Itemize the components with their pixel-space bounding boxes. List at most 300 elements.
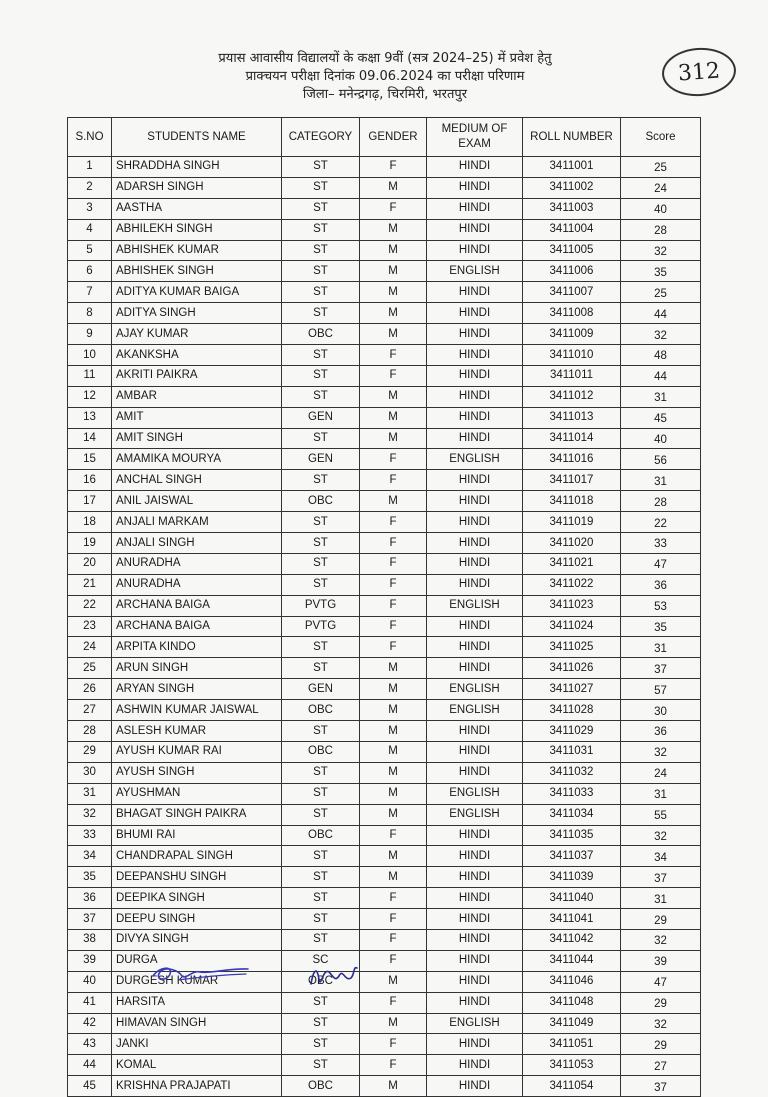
cell-medium: HINDI — [427, 971, 523, 992]
cell-sno: 31 — [68, 783, 112, 804]
table-row — [68, 470, 701, 491]
cell-roll-number: 3411041 — [523, 909, 621, 930]
cell-sno: 33 — [68, 825, 112, 846]
cell-sno: 30 — [68, 762, 112, 783]
cell-roll-number: 3411042 — [523, 929, 621, 950]
cell-score: 47 — [621, 971, 701, 992]
cell-sno: 5 — [68, 240, 112, 261]
cell-gender: M — [360, 762, 427, 783]
table-row — [68, 365, 701, 386]
cell-sno: 9 — [68, 324, 112, 345]
cell-roll-number: 3411039 — [523, 867, 621, 888]
cell-medium: HINDI — [427, 1076, 523, 1097]
cell-student-name: AKANKSHA — [112, 345, 282, 366]
table-row — [68, 637, 701, 658]
cell-medium: HINDI — [427, 637, 523, 658]
cell-medium: HINDI — [427, 574, 523, 595]
cell-sno: 26 — [68, 679, 112, 700]
cell-gender: F — [360, 616, 427, 637]
cell-medium: HINDI — [427, 177, 523, 198]
cell-student-name: ANJALI MARKAM — [112, 512, 282, 533]
cell-medium: ENGLISH — [427, 449, 523, 470]
cell-score: 32 — [621, 741, 701, 762]
cell-student-name: ANURADHA — [112, 574, 282, 595]
cell-gender: F — [360, 198, 427, 219]
cell-student-name: ARPITA KINDO — [112, 637, 282, 658]
cell-category: ST — [282, 386, 360, 407]
cell-gender: M — [360, 867, 427, 888]
table-row — [68, 574, 701, 595]
cell-medium: HINDI — [427, 512, 523, 533]
cell-sno: 11 — [68, 365, 112, 386]
cell-student-name: BHAGAT SINGH PAIKRA — [112, 804, 282, 825]
cell-sno: 22 — [68, 595, 112, 616]
cell-gender: F — [360, 825, 427, 846]
cell-score: 32 — [621, 324, 701, 345]
cell-category: ST — [282, 804, 360, 825]
cell-student-name: ARUN SINGH — [112, 658, 282, 679]
cell-gender: F — [360, 512, 427, 533]
cell-category: SC — [282, 950, 360, 971]
cell-gender: M — [360, 219, 427, 240]
cell-category: OBC — [282, 825, 360, 846]
col-header-category: CATEGORY — [282, 118, 360, 157]
cell-roll-number: 3411002 — [523, 177, 621, 198]
table-row — [68, 282, 701, 303]
cell-gender: F — [360, 449, 427, 470]
cell-score: 56 — [621, 449, 701, 470]
cell-roll-number: 3411011 — [523, 365, 621, 386]
signature-left — [148, 958, 258, 988]
cell-medium: ENGLISH — [427, 783, 523, 804]
table-row — [68, 345, 701, 366]
cell-score: 25 — [621, 282, 701, 303]
cell-student-name: BHUMI RAI — [112, 825, 282, 846]
cell-category: ST — [282, 282, 360, 303]
table-row — [68, 1034, 701, 1055]
cell-roll-number: 3411046 — [523, 971, 621, 992]
cell-medium: HINDI — [427, 929, 523, 950]
cell-gender: F — [360, 345, 427, 366]
col-header-gender: GENDER — [360, 118, 427, 157]
cell-student-name: AYUSHMAN — [112, 783, 282, 804]
cell-roll-number: 3411017 — [523, 470, 621, 491]
cell-gender: M — [360, 491, 427, 512]
cell-category: ST — [282, 762, 360, 783]
page-number-text: 312 — [677, 58, 721, 86]
cell-roll-number: 3411027 — [523, 679, 621, 700]
cell-sno: 29 — [68, 741, 112, 762]
cell-category: ST — [282, 198, 360, 219]
cell-roll-number: 3411001 — [523, 157, 621, 178]
cell-score: 32 — [621, 929, 701, 950]
cell-sno: 16 — [68, 470, 112, 491]
cell-roll-number: 3411004 — [523, 219, 621, 240]
col-header-score: Score — [621, 118, 701, 157]
table-body — [68, 157, 701, 1097]
cell-sno: 7 — [68, 282, 112, 303]
cell-medium: HINDI — [427, 282, 523, 303]
cell-roll-number: 3411029 — [523, 721, 621, 742]
cell-score: 27 — [621, 1055, 701, 1076]
cell-sno: 24 — [68, 637, 112, 658]
cell-category: ST — [282, 846, 360, 867]
cell-student-name: KRISHNA PRAJAPATI — [112, 1076, 282, 1097]
cell-gender: F — [360, 595, 427, 616]
cell-student-name: CHANDRAPAL SINGH — [112, 846, 282, 867]
cell-medium: HINDI — [427, 345, 523, 366]
table-row — [68, 386, 701, 407]
cell-medium: HINDI — [427, 428, 523, 449]
table-row — [68, 846, 701, 867]
table-row — [68, 1013, 701, 1034]
cell-roll-number: 3411049 — [523, 1013, 621, 1034]
cell-medium: HINDI — [427, 157, 523, 178]
cell-gender: F — [360, 533, 427, 554]
cell-gender: M — [360, 741, 427, 762]
cell-medium: HINDI — [427, 846, 523, 867]
cell-category: OBC — [282, 491, 360, 512]
cell-gender: M — [360, 700, 427, 721]
table-row — [68, 825, 701, 846]
cell-sno: 36 — [68, 888, 112, 909]
cell-gender: M — [360, 386, 427, 407]
cell-gender: M — [360, 1076, 427, 1097]
cell-student-name: ARCHANA BAIGA — [112, 595, 282, 616]
document-header — [150, 50, 620, 104]
cell-student-name: ARCHANA BAIGA — [112, 616, 282, 637]
cell-student-name: AKRITI PAIKRA — [112, 365, 282, 386]
cell-gender: M — [360, 1013, 427, 1034]
table-row — [68, 929, 701, 950]
cell-score: 31 — [621, 637, 701, 658]
cell-score: 40 — [621, 198, 701, 219]
cell-sno: 19 — [68, 533, 112, 554]
cell-score: 22 — [621, 512, 701, 533]
cell-student-name: HIMAVAN SINGH — [112, 1013, 282, 1034]
cell-medium: HINDI — [427, 219, 523, 240]
table-row — [68, 658, 701, 679]
cell-student-name: KOMAL — [112, 1055, 282, 1076]
cell-gender: M — [360, 407, 427, 428]
cell-gender: M — [360, 324, 427, 345]
cell-medium: HINDI — [427, 533, 523, 554]
cell-score: 39 — [621, 950, 701, 971]
cell-gender: F — [360, 637, 427, 658]
cell-medium: HINDI — [427, 324, 523, 345]
table-row — [68, 783, 701, 804]
cell-medium: HINDI — [427, 240, 523, 261]
cell-score: 28 — [621, 491, 701, 512]
cell-category: ST — [282, 992, 360, 1013]
table-row — [68, 303, 701, 324]
col-header-roll-number: ROLL NUMBER — [523, 118, 621, 157]
cell-score: 37 — [621, 867, 701, 888]
cell-sno: 23 — [68, 616, 112, 637]
table-row — [68, 762, 701, 783]
cell-roll-number: 3411003 — [523, 198, 621, 219]
cell-roll-number: 3411014 — [523, 428, 621, 449]
cell-roll-number: 3411006 — [523, 261, 621, 282]
table-row — [68, 553, 701, 574]
cell-category: ST — [282, 1013, 360, 1034]
cell-student-name: ABHISHEK SINGH — [112, 261, 282, 282]
cell-student-name: AASTHA — [112, 198, 282, 219]
cell-medium: ENGLISH — [427, 595, 523, 616]
cell-student-name: DEEPANSHU SINGH — [112, 867, 282, 888]
cell-sno: 43 — [68, 1034, 112, 1055]
cell-category: ST — [282, 1055, 360, 1076]
cell-medium: HINDI — [427, 888, 523, 909]
cell-category: OBC — [282, 971, 360, 992]
cell-medium: HINDI — [427, 762, 523, 783]
table-row — [68, 512, 701, 533]
cell-student-name: AMAMIKA MOURYA — [112, 449, 282, 470]
table-row — [68, 595, 701, 616]
cell-category: OBC — [282, 324, 360, 345]
cell-score: 40 — [621, 428, 701, 449]
cell-score: 48 — [621, 345, 701, 366]
cell-student-name: AJAY KUMAR — [112, 324, 282, 345]
cell-roll-number: 3411026 — [523, 658, 621, 679]
cell-roll-number: 3411025 — [523, 637, 621, 658]
cell-category: ST — [282, 219, 360, 240]
cell-sno: 18 — [68, 512, 112, 533]
cell-medium: HINDI — [427, 491, 523, 512]
cell-category: ST — [282, 240, 360, 261]
col-header-medium: MEDIUM OF EXAM — [427, 118, 523, 157]
header-title-line1: प्रयास आवासीय विद्यालयों के कक्षा 9वीं (सत्र 2024–25) में प्रवेश हेतु — [218, 51, 552, 66]
cell-category: OBC — [282, 1076, 360, 1097]
cell-category: ST — [282, 1034, 360, 1055]
cell-student-name: ARYAN SINGH — [112, 679, 282, 700]
cell-roll-number: 3411032 — [523, 762, 621, 783]
cell-gender: F — [360, 553, 427, 574]
cell-medium: HINDI — [427, 470, 523, 491]
cell-sno: 13 — [68, 407, 112, 428]
cell-medium: ENGLISH — [427, 700, 523, 721]
table-row — [68, 1055, 701, 1076]
cell-sno: 14 — [68, 428, 112, 449]
cell-score: 45 — [621, 407, 701, 428]
cell-medium: HINDI — [427, 741, 523, 762]
cell-roll-number: 3411048 — [523, 992, 621, 1013]
cell-roll-number: 3411044 — [523, 950, 621, 971]
cell-score: 53 — [621, 595, 701, 616]
cell-roll-number: 3411024 — [523, 616, 621, 637]
cell-sno: 6 — [68, 261, 112, 282]
cell-sno: 38 — [68, 929, 112, 950]
cell-score: 44 — [621, 365, 701, 386]
cell-roll-number: 3411021 — [523, 553, 621, 574]
cell-student-name: DEEPIKA SINGH — [112, 888, 282, 909]
cell-sno: 35 — [68, 867, 112, 888]
cell-sno: 45 — [68, 1076, 112, 1097]
cell-student-name: ANIL JAISWAL — [112, 491, 282, 512]
table-row — [68, 741, 701, 762]
cell-roll-number: 3411037 — [523, 846, 621, 867]
cell-student-name: AMBAR — [112, 386, 282, 407]
cell-medium: HINDI — [427, 553, 523, 574]
cell-roll-number: 3411031 — [523, 741, 621, 762]
cell-category: GEN — [282, 407, 360, 428]
table-row — [68, 909, 701, 930]
cell-student-name: JANKI — [112, 1034, 282, 1055]
cell-student-name: ABHILEKH SINGH — [112, 219, 282, 240]
cell-score: 35 — [621, 261, 701, 282]
cell-roll-number: 3411018 — [523, 491, 621, 512]
table-row — [68, 240, 701, 261]
cell-student-name: HARSITA — [112, 992, 282, 1013]
cell-student-name: DIVYA SINGH — [112, 929, 282, 950]
cell-score: 32 — [621, 240, 701, 261]
cell-gender: F — [360, 365, 427, 386]
cell-roll-number: 3411053 — [523, 1055, 621, 1076]
cell-student-name: ABHISHEK KUMAR — [112, 240, 282, 261]
cell-score: 35 — [621, 616, 701, 637]
cell-medium: HINDI — [427, 1034, 523, 1055]
table-row — [68, 157, 701, 178]
cell-medium: HINDI — [427, 992, 523, 1013]
cell-roll-number: 3411035 — [523, 825, 621, 846]
cell-medium: HINDI — [427, 1055, 523, 1076]
table-row — [68, 533, 701, 554]
cell-gender: M — [360, 428, 427, 449]
table-row — [68, 679, 701, 700]
cell-score: 36 — [621, 574, 701, 595]
cell-roll-number: 3411019 — [523, 512, 621, 533]
header-district-line: जिला– मनेन्द्रगढ़, चिरमिरी, भरतपुर — [302, 87, 468, 102]
cell-roll-number: 3411016 — [523, 449, 621, 470]
cell-category: ST — [282, 177, 360, 198]
cell-sno: 37 — [68, 909, 112, 930]
cell-roll-number: 3411051 — [523, 1034, 621, 1055]
cell-gender: M — [360, 658, 427, 679]
cell-category: ST — [282, 909, 360, 930]
cell-score: 36 — [621, 721, 701, 742]
cell-medium: HINDI — [427, 658, 523, 679]
cell-gender: F — [360, 888, 427, 909]
cell-gender: M — [360, 971, 427, 992]
cell-sno: 1 — [68, 157, 112, 178]
cell-gender: F — [360, 157, 427, 178]
cell-roll-number: 3411020 — [523, 533, 621, 554]
cell-category: OBC — [282, 741, 360, 762]
cell-roll-number: 3411054 — [523, 1076, 621, 1097]
col-header-student-name: STUDENTS NAME — [112, 118, 282, 157]
handwritten-page-number — [660, 45, 737, 98]
cell-gender: F — [360, 470, 427, 491]
cell-gender: M — [360, 240, 427, 261]
cell-sno: 8 — [68, 303, 112, 324]
table-header-row — [68, 118, 701, 157]
cell-student-name: ASLESH KUMAR — [112, 721, 282, 742]
cell-student-name: DURGESH KUMAR — [112, 971, 282, 992]
cell-gender: M — [360, 679, 427, 700]
cell-student-name: DURGA — [112, 950, 282, 971]
cell-sno: 32 — [68, 804, 112, 825]
cell-student-name: AMIT — [112, 407, 282, 428]
cell-student-name: ADARSH SINGH — [112, 177, 282, 198]
cell-category: ST — [282, 888, 360, 909]
cell-gender: M — [360, 783, 427, 804]
cell-gender: M — [360, 804, 427, 825]
cell-medium: ENGLISH — [427, 261, 523, 282]
table-row — [68, 198, 701, 219]
cell-sno: 21 — [68, 574, 112, 595]
cell-category: ST — [282, 574, 360, 595]
signature-right — [305, 958, 365, 990]
table-row — [68, 721, 701, 742]
cell-category: ST — [282, 533, 360, 554]
cell-score: 24 — [621, 177, 701, 198]
cell-roll-number: 3411034 — [523, 804, 621, 825]
cell-score: 29 — [621, 1034, 701, 1055]
cell-student-name: DEEPU SINGH — [112, 909, 282, 930]
cell-score: 32 — [621, 1013, 701, 1034]
cell-score: 55 — [621, 804, 701, 825]
cell-sno: 25 — [68, 658, 112, 679]
table-row — [68, 804, 701, 825]
cell-sno: 15 — [68, 449, 112, 470]
cell-category: ST — [282, 512, 360, 533]
cell-sno: 34 — [68, 846, 112, 867]
cell-gender: M — [360, 303, 427, 324]
cell-category: ST — [282, 658, 360, 679]
cell-student-name: ANURADHA — [112, 553, 282, 574]
cell-student-name: ASHWIN KUMAR JAISWAL — [112, 700, 282, 721]
cell-score: 25 — [621, 157, 701, 178]
cell-medium: ENGLISH — [427, 1013, 523, 1034]
cell-score: 31 — [621, 888, 701, 909]
cell-student-name: SHRADDHA SINGH — [112, 157, 282, 178]
cell-medium: HINDI — [427, 721, 523, 742]
cell-score: 24 — [621, 762, 701, 783]
cell-sno: 17 — [68, 491, 112, 512]
cell-score: 31 — [621, 470, 701, 491]
cell-roll-number: 3411007 — [523, 282, 621, 303]
cell-category: ST — [282, 721, 360, 742]
table-row — [68, 407, 701, 428]
cell-medium: HINDI — [427, 909, 523, 930]
table-row — [68, 616, 701, 637]
cell-student-name: ANJALI SINGH — [112, 533, 282, 554]
cell-student-name: ADITYA KUMAR BAIGA — [112, 282, 282, 303]
cell-score: 30 — [621, 700, 701, 721]
cell-score: 37 — [621, 1076, 701, 1097]
cell-score: 32 — [621, 825, 701, 846]
table-row — [68, 700, 701, 721]
cell-sno: 10 — [68, 345, 112, 366]
cell-medium: HINDI — [427, 616, 523, 637]
cell-sno: 42 — [68, 1013, 112, 1034]
cell-medium: HINDI — [427, 303, 523, 324]
cell-gender: F — [360, 1055, 427, 1076]
table-row — [68, 219, 701, 240]
table-row — [68, 177, 701, 198]
cell-gender: F — [360, 950, 427, 971]
cell-sno: 3 — [68, 198, 112, 219]
cell-roll-number: 3411022 — [523, 574, 621, 595]
cell-sno: 41 — [68, 992, 112, 1013]
cell-gender: F — [360, 909, 427, 930]
cell-student-name: AMIT SINGH — [112, 428, 282, 449]
cell-sno: 28 — [68, 721, 112, 742]
cell-sno: 39 — [68, 950, 112, 971]
cell-category: OBC — [282, 700, 360, 721]
cell-score: 31 — [621, 783, 701, 804]
cell-category: ST — [282, 637, 360, 658]
